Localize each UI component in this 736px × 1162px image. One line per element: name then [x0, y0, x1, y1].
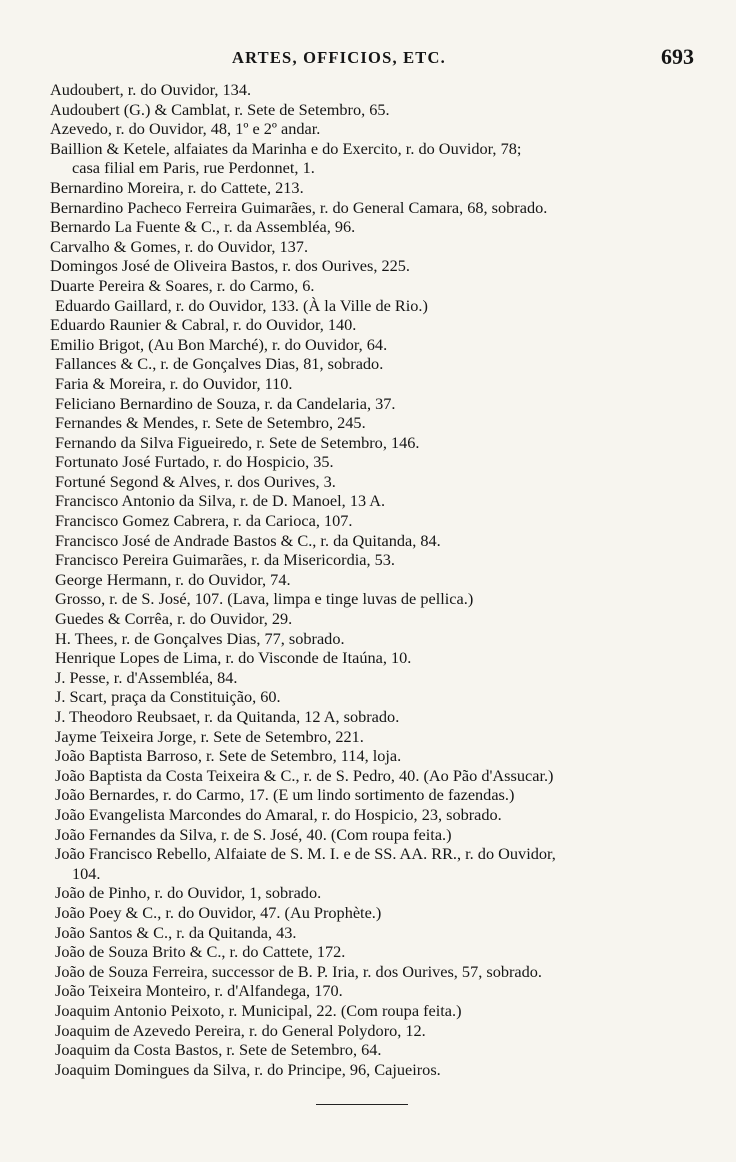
list-item: Baillion & Ketele, alfaiates da Marinha e do Exercito, r. do Ouvidor, 78;: [50, 138, 522, 158]
list-item: H. Thees, r. de Gonçalves Dias, 77, sobrado.: [55, 628, 345, 648]
list-item: Azevedo, r. do Ouvidor, 48, 1º e 2º andar.: [50, 119, 321, 139]
list-item: Joaquim de Azevedo Pereira, r. do General Polydoro, 12.: [55, 1020, 426, 1040]
list-item: Francisco Antonio da Silva, r. de D. Manoel, 13 A.: [55, 491, 386, 511]
page-header: [0, 42, 736, 76]
list-item: Duarte Pereira & Soares, r. do Carmo, 6.: [50, 275, 315, 295]
list-item: Francisco Pereira Guimarães, r. da Misericordia, 53.: [55, 550, 395, 570]
end-rule-divider: [316, 1104, 408, 1105]
list-item: J. Theodoro Reubsaet, r. da Quitanda, 12 A, sobrado.: [55, 707, 400, 726]
list-item: Fernandes & Mendes, r. Sete de Setembro, 245.: [55, 413, 366, 433]
running-title: ARTES, OFFICIOS, ETC.: [232, 48, 446, 67]
page-number: 693: [661, 44, 694, 69]
list-item: Joaquim da Costa Bastos, r. Sete de Setembro, 64.: [55, 1040, 382, 1060]
list-item: George Hermann, r. do Ouvidor, 74.: [55, 569, 291, 589]
list-item: Guedes & Corrêa, r. do Ouvidor, 29.: [55, 609, 293, 629]
list-item: Audoubert (G.) & Camblat, r. Sete de Setembro, 65.: [50, 99, 390, 119]
list-item: Audoubert, r. do Ouvidor, 134.: [50, 80, 252, 99]
list-item: Bernardino Pacheco Ferreira Guimarães, r. do General Camara, 68, sobrado.: [50, 197, 548, 217]
list-item: Carvalho & Gomes, r. do Ouvidor, 137.: [50, 236, 309, 256]
list-item: João Evangelista Marcondes do Amaral, r. do Hospicio, 23, sobrado.: [55, 804, 502, 824]
list-item: João Baptista da Costa Teixeira & C., r. de S. Pedro, 40. (Ao Pão d'Assucar.): [55, 765, 554, 785]
list-item: João Poey & C., r. do Ouvidor, 47. (Au Prophète.): [55, 902, 382, 922]
list-item: Eduardo Raunier & Cabral, r. do Ouvidor, 140.: [50, 315, 357, 335]
list-item: J. Pesse, r. d'Assembléa, 84.: [55, 667, 238, 687]
list-item: Faria & Moreira, r. do Ouvidor, 110.: [55, 373, 293, 393]
list-item: João Francisco Rebello, Alfaiate de S. M. I. e de SS. AA. RR., r. do Ouvidor,: [55, 844, 556, 864]
list-item: Fallances & C., r. de Gonçalves Dias, 81, sobrado.: [55, 354, 384, 374]
list-item: Jayme Teixeira Jorge, r. Sete de Setembro, 221.: [55, 726, 364, 746]
list-item: Joaquim Domingues da Silva, r. do Principe, 96, Cajueiros.: [55, 1059, 441, 1079]
list-item: Francisco Gomez Cabrera, r. da Carioca, 107.: [55, 511, 353, 531]
list-item: João Teixeira Monteiro, r. d'Alfandega, 170.: [55, 981, 343, 1001]
list-item: Bernardo La Fuente & C., r. da Assembléa, 96.: [50, 217, 356, 237]
list-item: Henrique Lopes de Lima, r. do Visconde de Itaúna, 10.: [55, 648, 412, 668]
list-item: João Fernandes da Silva, r. de S. José, 40. (Com roupa feita.): [55, 824, 452, 844]
list-item-continuation: 104.: [72, 863, 101, 883]
list-item: Bernardino Moreira, r. do Cattete, 213.: [50, 177, 304, 197]
list-item: João de Souza Brito & C., r. do Cattete, 172.: [55, 942, 346, 962]
list-item: Eduardo Gaillard, r. do Ouvidor, 133. (À la Ville de Rio.): [55, 295, 428, 315]
list-item: Fortuné Segond & Alves, r. dos Ourives, 3.: [55, 471, 336, 491]
list-item: J. Scart, praça da Constituição, 60.: [55, 687, 281, 707]
list-item: Francisco José de Andrade Bastos & C., r. da Quitanda, 84.: [55, 530, 441, 550]
list-item: Grosso, r. de S. José, 107. (Lava, limpa e tinge luvas de pellica.): [55, 589, 474, 609]
list-item: João Bernardes, r. do Carmo, 17. (E um lindo sortimento de fazendas.): [55, 785, 515, 805]
entry-list: [50, 80, 710, 1079]
list-item: Fernando da Silva Figueiredo, r. Sete de Setembro, 146.: [55, 432, 420, 452]
list-item: João de Souza Ferreira, successor de B. P. Iria, r. dos Ourives, 57, sobrado.: [55, 961, 542, 981]
list-item-continuation: casa filial em Paris, rue Perdonnet, 1.: [72, 158, 315, 178]
list-item: Emilio Brigot, (Au Bon Marché), r. do Ouvidor, 64.: [50, 334, 388, 354]
list-item: Joaquim Antonio Peixoto, r. Municipal, 22. (Com roupa feita.): [55, 1000, 462, 1020]
list-item: João Santos & C., r. da Quitanda, 43.: [55, 922, 297, 942]
list-item: Feliciano Bernardino de Souza, r. da Candelaria, 37.: [55, 393, 396, 413]
list-item: Fortunato José Furtado, r. do Hospicio, 35.: [55, 452, 334, 472]
list-item: Domingos José de Oliveira Bastos, r. dos Ourives, 225.: [50, 256, 410, 276]
list-item: João de Pinho, r. do Ouvidor, 1, sobrado.: [55, 883, 322, 903]
list-item: João Baptista Barroso, r. Sete de Setembro, 114, loja.: [55, 746, 402, 766]
